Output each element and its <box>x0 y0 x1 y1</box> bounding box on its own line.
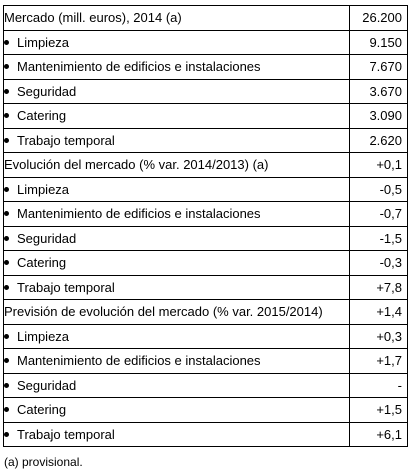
table-row <box>4 324 408 349</box>
item-value: +6,1 <box>350 422 408 447</box>
table-row <box>4 422 408 447</box>
item-value: +0,3 <box>350 324 408 349</box>
section-title: Mercado (mill. euros), 2014 (a) <box>4 6 350 31</box>
item-value: 9.150 <box>350 30 408 55</box>
item-label: Limpieza <box>17 328 70 344</box>
item-label: Trabajo temporal <box>17 279 115 295</box>
table-row <box>4 79 408 104</box>
item-value: - <box>350 373 408 398</box>
item-label-cell <box>4 324 350 349</box>
item-value: 3.090 <box>350 104 408 129</box>
item-label-cell <box>4 104 350 129</box>
item-value: 3.670 <box>350 79 408 104</box>
item-label-cell <box>4 226 350 251</box>
item-label: Catering <box>17 108 67 124</box>
table-row <box>4 226 408 251</box>
item-label-cell <box>4 128 350 153</box>
bullet-icon <box>4 285 9 290</box>
bullet-icon <box>4 334 9 339</box>
item-label-cell <box>4 177 350 202</box>
bullet-icon <box>4 138 9 143</box>
item-label: Limpieza <box>17 181 70 197</box>
item-label: Catering <box>17 255 67 271</box>
section-header-row <box>4 153 408 178</box>
item-label: Mantenimiento de edificios e instalaciones <box>17 59 261 75</box>
item-label: Mantenimiento de edificios e instalaciones <box>17 353 261 369</box>
item-label: Mantenimiento de edificios e instalaciones <box>17 206 261 222</box>
item-label: Seguridad <box>17 230 77 246</box>
item-value: +1,7 <box>350 349 408 374</box>
section-total-value: +1,4 <box>350 300 408 325</box>
market-data-table-body <box>4 6 408 447</box>
item-label-cell <box>4 373 350 398</box>
section-total-value: +0,1 <box>350 153 408 178</box>
item-value: -1,5 <box>350 226 408 251</box>
item-label-cell <box>4 422 350 447</box>
table-row <box>4 202 408 227</box>
item-label: Limpieza <box>17 34 70 50</box>
footnote: (a) provisional. <box>4 455 83 469</box>
bullet-icon <box>4 432 9 437</box>
item-label-cell <box>4 55 350 80</box>
table-row <box>4 373 408 398</box>
item-label-cell <box>4 349 350 374</box>
table-row <box>4 398 408 423</box>
bullet-icon <box>4 89 9 94</box>
item-label: Trabajo temporal <box>17 132 115 148</box>
section-title: Previsión de evolución del mercado (% var. 2015/2014) <box>4 300 350 325</box>
table-row <box>4 55 408 80</box>
table-row <box>4 251 408 276</box>
item-value: -0,7 <box>350 202 408 227</box>
section-header-row <box>4 6 408 31</box>
item-label: Seguridad <box>17 377 77 393</box>
item-value: +1,5 <box>350 398 408 423</box>
bullet-icon <box>4 236 9 241</box>
bullet-icon <box>4 64 9 69</box>
item-label-cell <box>4 251 350 276</box>
item-label: Catering <box>17 402 67 418</box>
market-data-table <box>3 5 408 447</box>
item-label-cell <box>4 30 350 55</box>
item-label-cell <box>4 202 350 227</box>
bullet-icon <box>4 211 9 216</box>
item-label-cell <box>4 79 350 104</box>
bullet-icon <box>4 40 9 45</box>
table-row <box>4 104 408 129</box>
item-value: -0,3 <box>350 251 408 276</box>
section-title: Evolución del mercado (% var. 2014/2013) (a) <box>4 153 350 178</box>
bullet-icon <box>4 383 9 388</box>
table-row <box>4 275 408 300</box>
item-label-cell <box>4 398 350 423</box>
table-row <box>4 349 408 374</box>
bullet-icon <box>4 113 9 118</box>
item-value: 7.670 <box>350 55 408 80</box>
item-value: +7,8 <box>350 275 408 300</box>
section-header-row <box>4 300 408 325</box>
section-total-value: 26.200 <box>350 6 408 31</box>
item-value: 2.620 <box>350 128 408 153</box>
table-row <box>4 128 408 153</box>
bullet-icon <box>4 187 9 192</box>
bullet-icon <box>4 260 9 265</box>
bullet-icon <box>4 407 9 412</box>
table-row <box>4 177 408 202</box>
item-value: -0,5 <box>350 177 408 202</box>
item-label: Trabajo temporal <box>17 426 115 442</box>
item-label-cell <box>4 275 350 300</box>
table-row <box>4 30 408 55</box>
item-label: Seguridad <box>17 83 77 99</box>
bullet-icon <box>4 358 9 363</box>
